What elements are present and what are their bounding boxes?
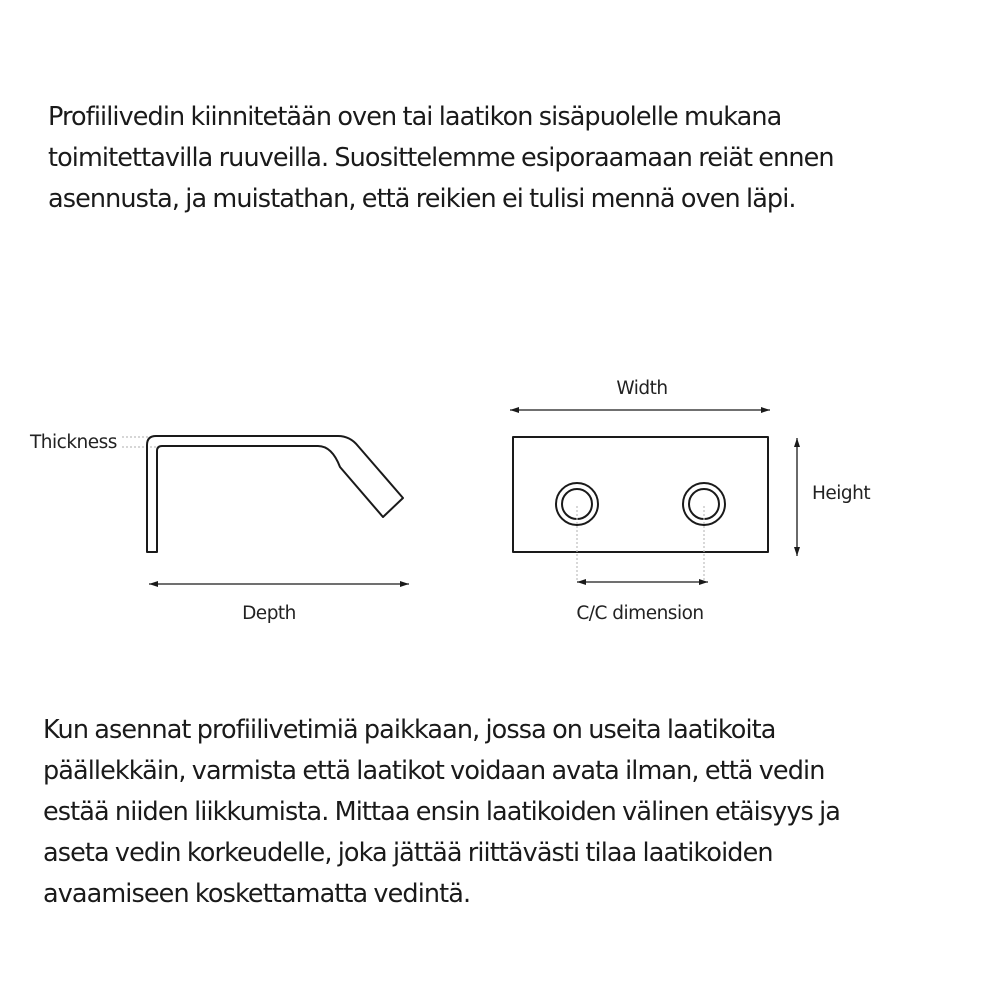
profile-handle-shape (147, 436, 403, 552)
depth-label: Depth (242, 603, 296, 624)
height-label: Height (812, 483, 871, 504)
cc-dimension-label: C/C dimension (576, 603, 704, 624)
width-label: Width (616, 378, 668, 399)
side-view (29, 432, 409, 624)
thickness-label: Thickness (30, 432, 117, 453)
front-view (510, 378, 870, 624)
intro-paragraph: Profiilivedin kiinnitetään oven tai laatikon sisäpuolelle mukana toimitettavilla ruuveilla. Suosittelemme esiporaamaan reiät ennen asennusta, ja muistathan, että reikien ei tulisi mennä oven läpi. (48, 102, 834, 214)
installation-note-paragraph: Kun asennat profiilivetimiä paikkaan, jossa on useita laatikoita päällekkäin, varmista että laatikot voidaan avata ilman, että vedin estää niiden liikkumista. Mittaa ensin laatikoiden välinen etäisyys ja aseta vedin korkeudelle, joka jättää riittävästi tilaa laatikoiden avaamiseen koskettamatta vedintä. (43, 715, 841, 909)
mounting-plate (513, 437, 768, 552)
